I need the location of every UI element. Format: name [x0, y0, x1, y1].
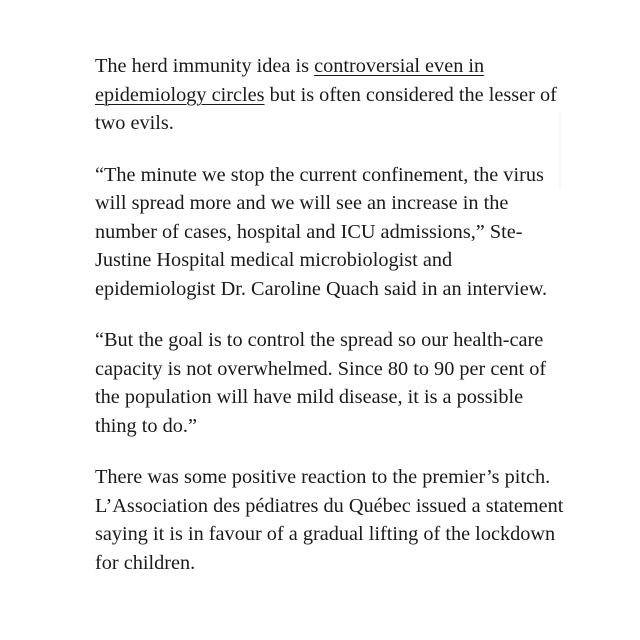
paragraph-goal-quote: “But the goal is to control the spread so our health-care capacity is not overwhelmed. Since 80 to 90 per cent of the population will have mild disease, it is a possible thing to do.” [95, 329, 547, 437]
controversial-link[interactable]: controversial even in epidemiology circles [95, 55, 485, 106]
paragraph-herd-immunity [95, 52, 565, 138]
paragraph-quach-quote: “The minute we stop the current confinement, the virus will spread more and we will see an increase in the number of cases, hospital and ICU admissions,” Ste-Justine Hospital medical microbiologist and epidemiologist Dr. Caroline Quach said in an interview. [95, 163, 548, 300]
scrollbar-track[interactable] [559, 112, 561, 187]
paragraph-positive-reaction: There was some positive reaction to the premier’s pitch. L’Association des pédiatres du Québec issued a statement saying it is in favour of a gradual lifting of the lockdown for children. [95, 466, 564, 574]
paragraph-1-tail: but is often considered the lesser of two evils. [95, 83, 557, 134]
article-body [95, 52, 565, 600]
paragraph-1-lead: The herd immunity idea is [95, 55, 315, 77]
